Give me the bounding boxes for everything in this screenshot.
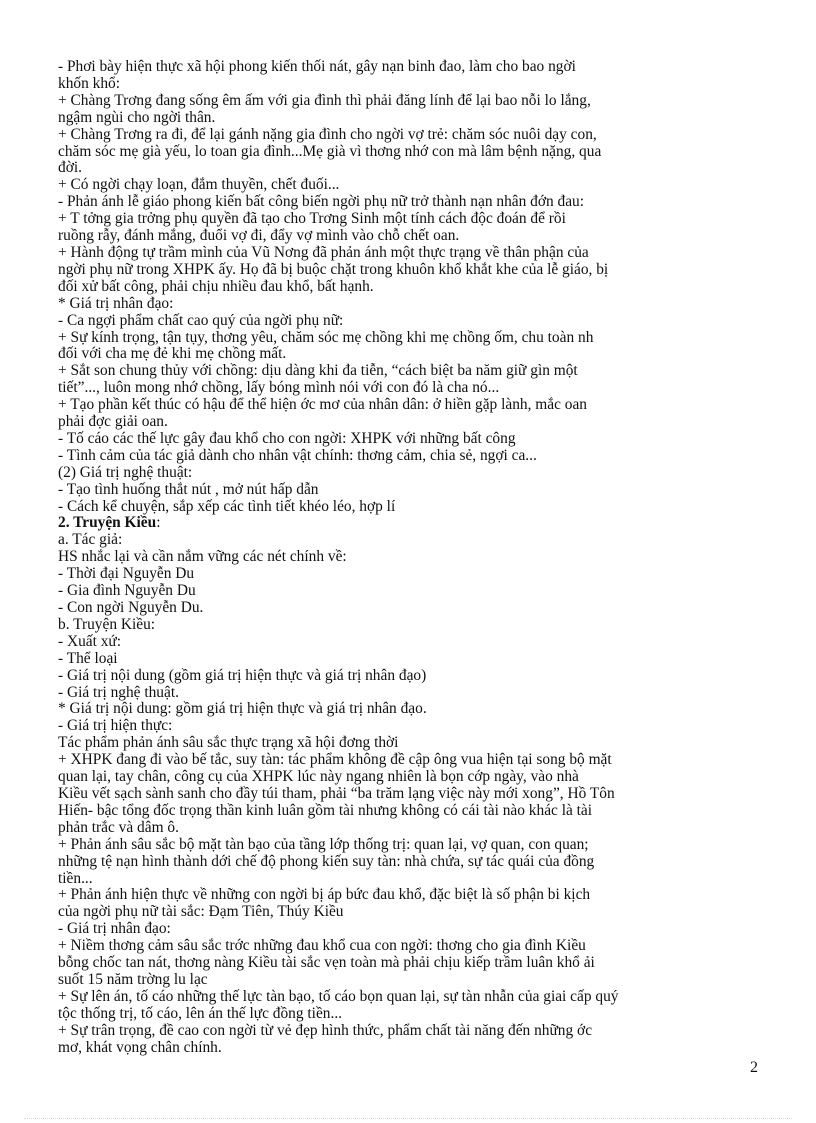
text-line: mơ, khát vọng chân chính. <box>58 1039 222 1056</box>
text-line: + Chàng Trơng đang sống êm ấm với gia đình thì phải đăng lính để lại bao nỗi lo lắng, <box>58 92 591 109</box>
text-line: - Tố cáo các thế lực gây đau khổ cho con ngời: XHPK với những bất công <box>58 430 516 447</box>
text-line: * Giá trị nội dung: gồm giá trị hiện thực và giá trị nhân đạo. <box>58 701 427 718</box>
list-item: - Giá trị nghệ thuật. <box>58 684 179 701</box>
text-line: - Tạo tình huống thắt nút , mở nút hấp dẫn <box>58 481 319 498</box>
text-line: của ngời phụ nữ tài sắc: Đạm Tiên, Thúy Kiều <box>58 904 344 921</box>
text-line: đời. <box>58 160 82 177</box>
text-line: phải đợc giải oan. <box>58 414 168 431</box>
text-line: - Tình cảm của tác giả dành cho nhân vật chính: thơng cảm, chia sẻ, ngợi ca... <box>58 447 537 464</box>
text-line: + Sự lên án, tố cáo những thế lực tàn bạo, tố cáo bọn quan lại, sự tàn nhẫn của giai cấp quý <box>58 988 619 1005</box>
text-line: + T tởng gia trởng phụ quyền đã tạo cho Trơng Sinh một tính cách độc đoán để rồi <box>58 211 566 228</box>
text-line: chăm sóc mẹ già yếu, lo toan gia đình...Mẹ già vì thơng nhớ con mà lâm bệnh nặng, qua <box>58 143 602 160</box>
section-heading-nghe-thuat: (2) Giá trị nghệ thuật: <box>58 464 193 481</box>
text-line: khốn khổ: <box>58 75 120 92</box>
text-line: Tác phẩm phản ánh sâu sắc thực trạng xã hội đơng thời <box>58 735 399 752</box>
text-line: tiền... <box>58 870 93 887</box>
heading-title: 2. Truyện Kiều <box>58 515 157 532</box>
text-line: những tệ nạn hình thành dới chế độ phong kiến suy tàn: nhà chứa, sự tác quái của đồng <box>58 853 595 870</box>
section-heading-truyen-kieu <box>58 515 758 532</box>
text-line: quan lại, tay chân, công cụ của XHPK lúc này ngang nhiên là bọn cớp ngày, vào nhà <box>58 769 579 786</box>
list-item: - Thời đại Nguyễn Du <box>58 566 195 583</box>
text-line: bỗng chốc tan nát, thơng nàng Kiều tài sắc vẹn toàn mà phải chịu kiếp trầm luân khổ ải <box>58 955 595 972</box>
text-line: + Phản ánh sâu sắc bộ mặt tàn bạo của tầng lớp thống trị: quan lại, vợ quan, con quan; <box>58 836 589 853</box>
text-line: + XHPK đang đi vào bế tắc, suy tàn: tác phẩm không đề cập ông vua hiện tại song bộ mặt <box>58 752 612 769</box>
text-line: ngậm ngùi cho ngời thân. <box>58 109 216 126</box>
text-line: + Sự trân trọng, đề cao con ngời từ vẻ đẹp hình thức, phẩm chất tài năng đến những ớc <box>58 1022 593 1039</box>
list-item: - Con ngời Nguyễn Du. <box>58 600 204 616</box>
text-line: + Hành động tự trầm mình của Vũ Nơng đã phản ánh một thực trạng về thân phận của <box>58 244 589 261</box>
text-line: tộc thống trị, tố cáo, lên án thế lực đồng tiền... <box>58 1005 343 1022</box>
list-item: - Giá trị nội dung (gồm giá trị hiện thực và giá trị nhân đạo) <box>58 667 427 684</box>
text-line: + Niềm thơng cảm sâu sắc trớc những đau khổ cua con ngời: thơng cho gia đình Kiều <box>58 938 586 955</box>
text-line: ruồng rẫy, đánh mắng, đuổi vợ đi, đẩy vợ mình vào chỗ chết oan. <box>58 228 460 245</box>
text-line: + Tạo phần kết thúc có hậu để thể hiện ớc mơ của nhân dân: ở hiền gặp lành, mắc oan <box>58 397 587 414</box>
text-line: + Phản ánh hiện thực về những con ngời bị áp bức đau khổ, đặc biệt là số phận bi kịch <box>58 887 591 904</box>
text-line: - Ca ngợi phẩm chất cao quý của ngời phụ nữ: <box>58 312 344 329</box>
text-line: Kiều vết sạch sành sanh cho đầy túi tham, phải “ba trăm lạng việc này mới xong”, Hồ Tôn <box>58 785 615 802</box>
list-item: - Gia đình Nguyễn Du <box>58 583 196 600</box>
list-item: - Xuất xứ: <box>58 633 122 650</box>
text-line: đối với cha mẹ đẻ khi mẹ chồng mất. <box>58 346 287 363</box>
text-line: Hiến- bậc tổng đốc trọng thần kinh luân gồm tài nhưng không có cái tài nào khác là tài <box>58 802 593 819</box>
heading-colon: : <box>156 515 161 532</box>
text-line: + Chàng Trơng ra đi, để lại gánh nặng gia đình cho ngời vợ trẻ: chăm sóc nuôi dạy con, <box>58 126 597 143</box>
text-line: - Cách kể chuyện, sắp xếp các tình tiết khéo léo, hợp lí <box>58 498 396 515</box>
text-line: + Có ngời chạy loạn, đắm thuyền, chết đuối... <box>58 177 340 194</box>
text-line: tiết”..., luôn mong nhớ chồng, lấy bóng mình nói với con đó là cha nó... <box>58 380 500 397</box>
text-line: a. Tác giả: <box>58 532 123 549</box>
text-line: b. Truyện Kiều: <box>58 616 156 633</box>
text-line: HS nhắc lại và cần nắm vững các nét chính về: <box>58 549 347 566</box>
section-heading-nhan-dao: * Giá trị nhân đạo: <box>58 295 174 312</box>
text-line: - Phản ánh lễ giáo phong kiến bất công biến ngời phụ nữ trở thành nạn nhân đớn đau: <box>58 194 585 211</box>
text-line: + Sự kính trọng, tận tụy, thơng yêu, chăm sóc mẹ chồng khi mẹ chồng ốm, chu toàn nh <box>58 329 594 346</box>
text-line: suốt 15 năm trờng lu lạc <box>58 971 208 988</box>
text-line: - Phơi bày hiện thực xã hội phong kiến thối nát, gây nạn binh đao, làm cho bao ngời <box>58 59 576 75</box>
text-line: ngời phụ nữ trong XHPK ấy. Họ đã bị buộc chặt trong khuôn khổ khắt khe của lễ giáo, bị <box>58 261 609 278</box>
text-line: phản trắc và dâm ô. <box>58 819 179 836</box>
document-body <box>58 59 758 1056</box>
list-item: - Thể loại <box>58 650 118 667</box>
text-line: + Sắt son chung thủy với chồng: dịu dàng khi đa tiễn, “cách biệt ba năm giữ gìn một <box>58 363 578 380</box>
page-number: 2 <box>750 1059 758 1076</box>
text-line: - Giá trị nhân đạo: <box>58 921 171 938</box>
text-line: - Giá trị hiện thực: <box>58 718 173 735</box>
text-line: đối xử bất công, phải chịu nhiều đau khổ, bất hạnh. <box>58 278 374 295</box>
page-bottom-divider <box>24 1118 792 1119</box>
